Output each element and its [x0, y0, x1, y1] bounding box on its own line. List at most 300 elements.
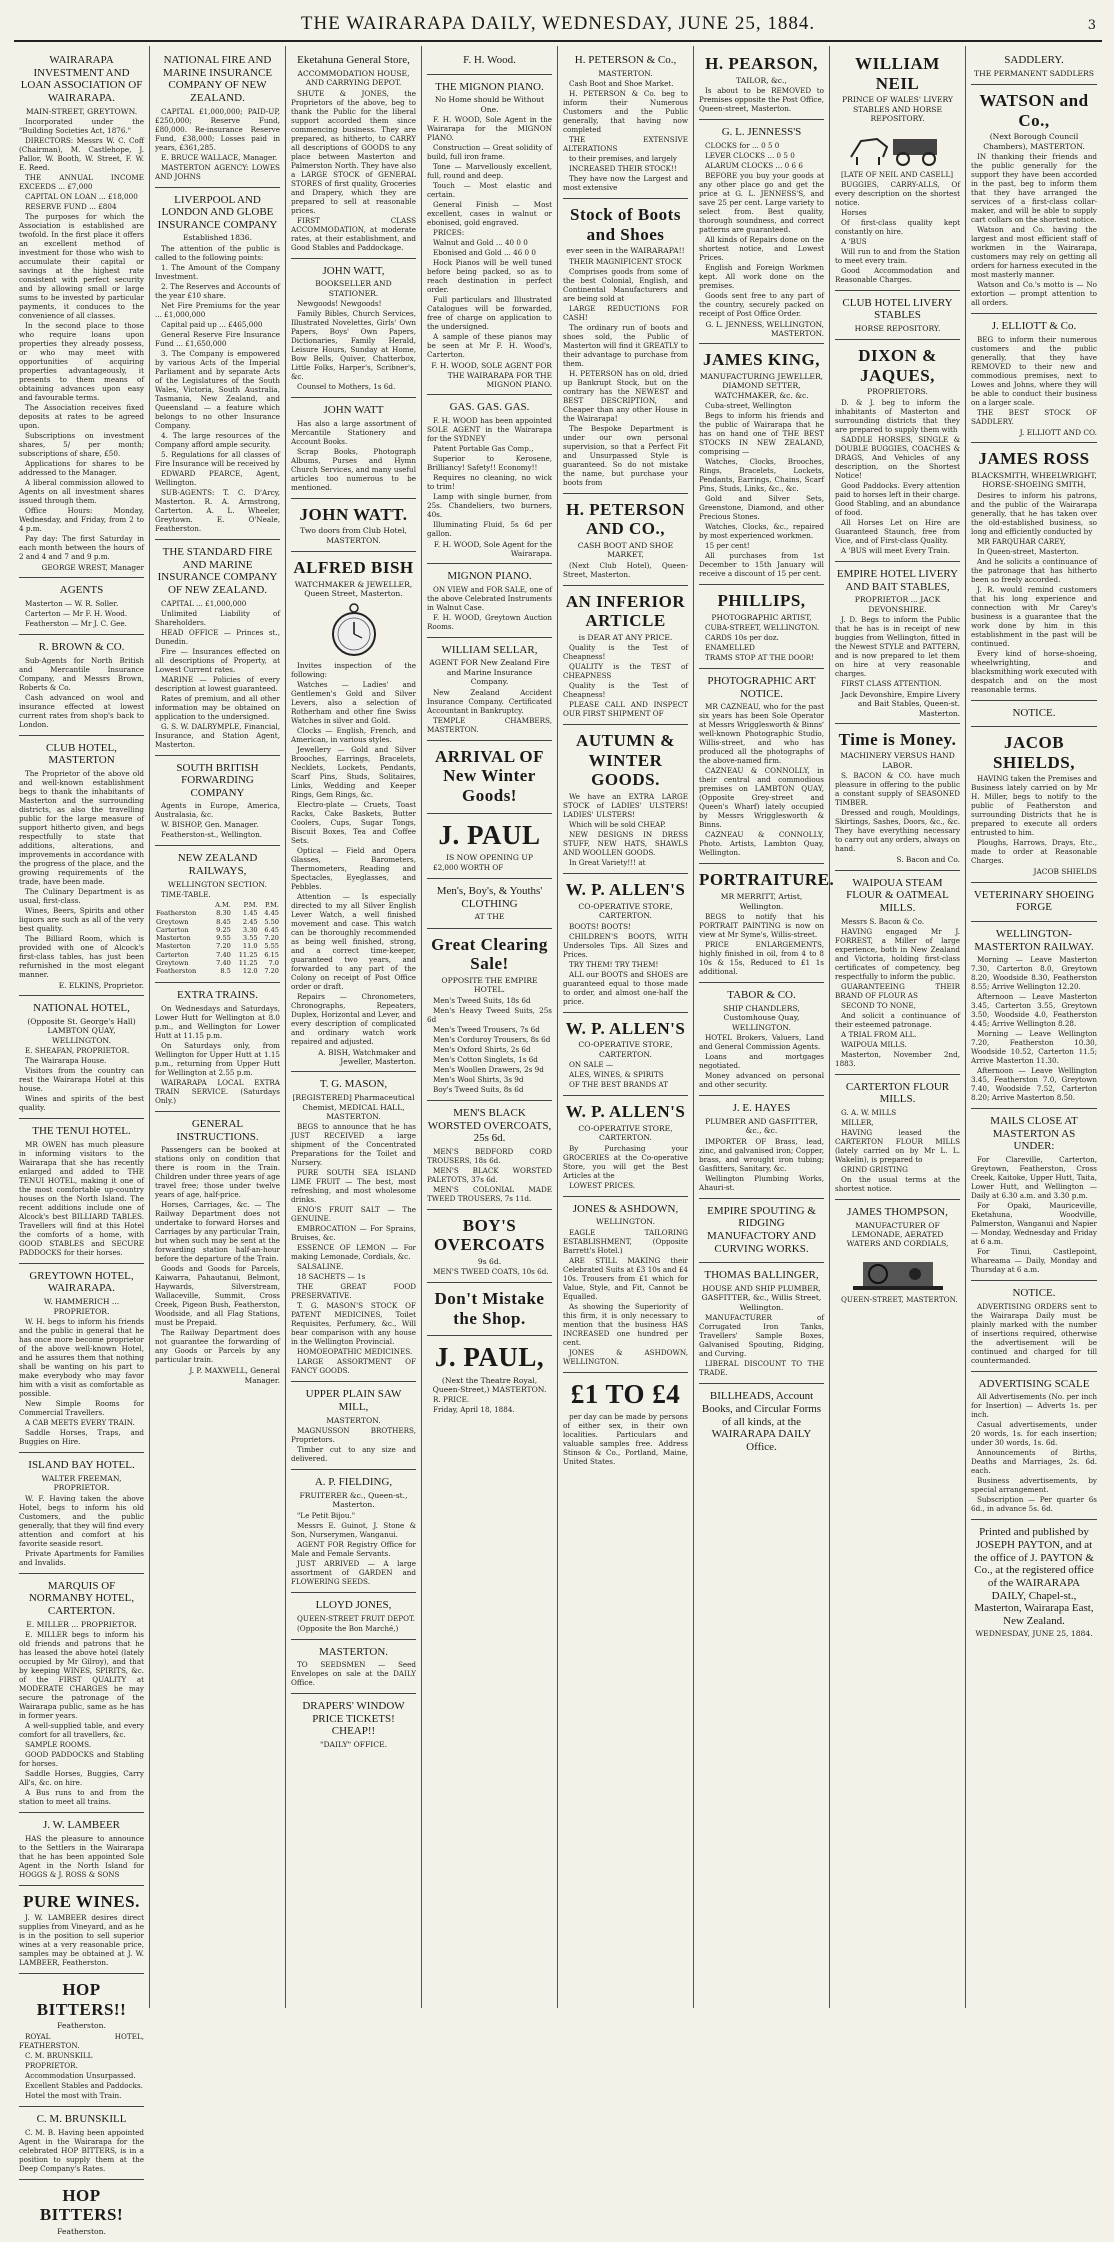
ad-paragraph: CARDS 10s per doz.: [705, 633, 779, 643]
ad-paragraph: SECOND TO NONE,: [841, 1000, 916, 1010]
newspaper-page: [14, 8, 1102, 2236]
ad-paragraph: Unlimited Liability of Shareholders.: [155, 608, 280, 627]
ad-paragraph: HAVING engaged Mr J. FORREST, a Miller of large experience, both in New Zealand and Victoria, holding first-class certificates of competency, beg respectfully to inform the public.: [835, 926, 960, 981]
ad-paragraph: CAPITAL ... £1,000,000: [161, 598, 247, 608]
ad-paragraph: A well-supplied table, and every comfort for all travellers, &c.: [19, 1721, 144, 1740]
advertisement-hop-bitters: [19, 2180, 144, 2242]
ad-heading: SADDLERY.: [1004, 54, 1064, 66]
ad-paragraph: Morning — Leave Wellington 7.20, Featherston 10.30, Woodside 10.52, Carterton 11.5; Arrive Masterton 11.30.: [971, 1029, 1097, 1066]
ad-paragraph: Men's Tweed Suits, 18s 6d: [433, 995, 531, 1005]
ad-paragraph: C. M. BRUNSKILL: [25, 2050, 93, 2060]
ad-paragraph: Wellington Plumbing Works, Ahauri-st.: [699, 1173, 824, 1192]
ad-body: [155, 599, 280, 749]
ad-paragraph: Subscription — Per quarter 6s 6d., in advance 5s. 6d.: [971, 1495, 1097, 1514]
ad-subheading: AT THE: [474, 912, 505, 922]
timetable-cell: 3.30: [242, 925, 258, 934]
ad-paragraph: SHUTE & JONES, the Proprietors of the above, beg to thank the Public for the liberal support accorded them since commencing business. They are prepared, as hitherto, to CARRY all descriptions of GOODS to any place between Masterton and Palmerston North. They have also a LARGE STOCK of GENERAL STORES of first quality, Groceries and Drapery, which they are prepared to sell at reasonable prices.: [291, 88, 416, 215]
advertisement-r-brown-co: [19, 635, 144, 736]
ad-paragraph: WAIPOUA MILLS.: [841, 1039, 907, 1049]
ad-paragraph: Friday, April 18, 1884.: [433, 1405, 515, 1415]
ad-paragraph: Saddle Horses, Buggies, Carry All's, &c. on hire.: [19, 1769, 144, 1788]
timetable-cell: 7.20: [264, 967, 279, 976]
ad-heading: Men's, Boy's, & Youths' CLOTHING: [436, 885, 543, 910]
ad-subheading: 9s 6d.: [477, 1256, 502, 1266]
ad-heading: MEN'S BLACK WORSTED OVERCOATS, 25s 6d.: [427, 1106, 552, 1145]
ad-heading: W. P. ALLEN'S: [565, 1018, 686, 1038]
ad-heading: NOTICE.: [1012, 706, 1056, 719]
ad-body: [835, 615, 960, 688]
ad-heading: GENERAL INSTRUCTIONS.: [176, 1117, 259, 1143]
ad-paragraph: SUB-AGENTS: T. C. D'Arcy, Masterton. R. A. Armstrong, Carterton. A. L. Wheeler, Greytown. E. O'Neale, Featherston.: [155, 487, 280, 533]
ad-paragraph: TRAMS STOP AT THE DOOR!: [705, 653, 815, 663]
ad-paragraph: Cash Boot and Shoe Market.: [569, 79, 674, 89]
ad-heading: JAMES THOMPSON,: [847, 1205, 948, 1218]
ad-body: [291, 1426, 416, 1463]
ad-paragraph: Net Fire Premiums for the year ... £1,000,000: [155, 300, 280, 319]
ad-subheading: PLUMBER AND GASFITTER, &c., &c.: [705, 1116, 818, 1136]
advertisement-jacob-shields: [971, 727, 1097, 882]
ad-body: [563, 1228, 688, 1366]
ad-paragraph: The Culinary Department is as usual, first-class.: [19, 886, 144, 905]
ad-body: [563, 561, 688, 579]
ad-heading: WAIRARAPA INVESTMENT AND LOAN ASSOCIATION OF WAIRARAPA.: [20, 54, 143, 104]
ad-subheading: Featherston.: [57, 2226, 106, 2236]
ad-subheading: PROPRIETORS.: [867, 387, 928, 397]
ad-paragraph: GRIND GRISTING: [841, 1164, 908, 1174]
ad-paragraph: TO SEEDSMEN — Seed Envelopes on sale at the DAILY Office.: [291, 1660, 416, 1688]
ad-heading: PURE WINES.: [23, 1891, 140, 1911]
ad-subheading: BOOKSELLER AND STATIONER.: [315, 279, 392, 298]
advertisement-j-elliott-co: [971, 314, 1097, 443]
ad-paragraph: Casual advertisements, under 20 words, 1s. for each insertion; under 30 words, 1s. 6d.: [971, 1420, 1097, 1448]
ad-body: [971, 335, 1097, 426]
ad-subheading: FRUITERER &c., Queen-st., Masterton.: [299, 1490, 408, 1510]
ad-heading: THE MIGNON PIANO.: [435, 80, 544, 93]
advertisement-dixon-jaques: [835, 340, 960, 562]
ad-paragraph: "Le Petit Bijou.": [297, 1510, 356, 1520]
ad-paragraph: Walnut and Gold ... 40 0 0: [433, 238, 528, 248]
ad-paragraph: TRY THEM! TRY THEM!: [569, 959, 659, 969]
ad-paragraph: Afternoon — Leave Masterton 3.45, Carterton 3.55, Greytown 3.50, Woodside 4.0, Featherston 4.45; Arrive Wellington 8.28.: [971, 992, 1097, 1029]
ad-paragraph: Goods sent free to any part of the country, securely packed on receipt of Post Office Order.: [699, 290, 824, 318]
ad-heading: EMPIRE HOTEL LIVERY AND BAIT STABLES,: [836, 567, 959, 593]
ad-paragraph: On Wednesdays and Saturdays, Lower Hutt for Wellington at 8.0 p.m., and Wellington for Lower Hutt at 11.15 p.m.: [155, 1003, 280, 1040]
ad-heading: THOMAS BALLINGER,: [704, 1269, 819, 1282]
ad-heading: W. P. ALLEN'S: [565, 879, 686, 899]
ad-paragraph: Watson and Co.'s motto is — No extortion — prompt attention to all orders.: [971, 280, 1097, 308]
ad-body: [19, 1834, 144, 1879]
ad-heading: ADVERTISING SCALE: [978, 1377, 1090, 1390]
ad-paragraph: QUEEN-STREET, MASTERTON.: [841, 1294, 958, 1304]
ad-paragraph: MR FARQUHAR CAREY,: [977, 536, 1066, 546]
advertisement-w-p-allen-s: [563, 874, 688, 1013]
ad-paragraph: Featherston-st., Wellington.: [161, 830, 263, 840]
ad-paragraph: Dressed and rough, Mouldings, Skirtings, Sashes, Doors, &c., &c. They have everything necessary to carry out any orders, always on hand.: [835, 808, 960, 854]
ad-body: [835, 917, 960, 1068]
ad-heading: MAILS CLOSE AT MASTERTON AS UNDER:: [990, 1115, 1078, 1153]
ad-paragraph: ON SALE —: [569, 1060, 614, 1070]
ad-body: [19, 2032, 144, 2100]
advertisement-boy-s-overcoats: [427, 1210, 552, 1284]
ad-body: [971, 774, 1097, 865]
ad-subheading: MASTERTON.: [326, 1415, 381, 1425]
columns: [14, 46, 1102, 2236]
ad-body: [291, 419, 416, 492]
ad-paragraph: Gold and Silver Sets, Greenstone, Diamond, and other Precious Stones.: [699, 494, 824, 522]
ad-paragraph: CAPITAL £1,000,000; PAID-UP, £250,000; Reserve Fund, £80,000. Re-insurance Reserve Fund, £38,000; Losses paid in years, £361,285.: [155, 106, 280, 152]
ad-paragraph: AGENT FOR Registry Office for Male and Female Servants.: [291, 1539, 416, 1558]
advertisement-time-is-money: [835, 724, 960, 871]
advertisement-autumn-winter-goods: [563, 725, 688, 874]
ad-body: [291, 661, 416, 1046]
advertisement-mails-close-at-masterton-as-under: [971, 1109, 1097, 1281]
ad-body: [835, 398, 960, 555]
ad-heading: NATIONAL HOTEL,: [33, 1002, 130, 1015]
ad-paragraph: Masterton — W. R. Soller.: [25, 598, 119, 608]
ad-body: [19, 1630, 144, 1806]
timetable-cell: 1.45: [242, 909, 258, 918]
ad-heading: BOY'S OVERCOATS: [434, 1215, 545, 1255]
ad-paragraph: Touch — Most elastic and certain.: [427, 181, 552, 200]
advertisement-stock-of-boots-and-shoes: [563, 199, 688, 494]
ad-subheading: "DAILY" OFFICE.: [319, 1740, 388, 1750]
ad-signature: GEORGE WREST, Manager: [41, 563, 144, 573]
advertisement-masterton: [291, 1640, 416, 1695]
ad-paragraph: BEFORE you buy your goods at any other place go and get the price at G. L. JENNESS'S, and save 25 per cent. Large variety to select from. Best quality, thorough soundness, and correct patterns are guaranteed.: [699, 170, 824, 234]
advertisement-carterton-flour-mills: [835, 1075, 960, 1200]
ad-paragraph: The Railway Department does not guarantee the forwarding of any Goods or Parcels by any particular train.: [155, 1328, 280, 1365]
ad-subheading: Two doors from Club Hotel, MASTERTON.: [300, 526, 407, 545]
ad-paragraph: Visitors from the country can rest the Wairarapa Hotel at this house.: [19, 1066, 144, 1094]
ad-paragraph: PLEASE CALL AND INSPECT OUR FIRST SHIPMENT OF: [563, 700, 688, 719]
advertisement-watson-and-co: [971, 85, 1097, 314]
ad-paragraph: ALL our BOOTS and SHOES are guaranteed equal to those made to order, and almost one-half the price.: [563, 969, 688, 1006]
ad-paragraph: Private Apartments for Families and Invalids.: [19, 1548, 144, 1567]
ad-paragraph: W. BISHOP, Gen. Manager.: [161, 820, 259, 830]
ad-paragraph: T. G. MASON'S STOCK OF PATENT MEDICINES, Toilet Requisites, Perfumery, &c., Will bear comparison with any house in the Wellington Provincial.: [291, 1301, 416, 1347]
ad-heading: J. W. LAMBEER: [42, 1819, 120, 1832]
ad-paragraph: For Opaki, Mauriceville, Eketahuna, Woodville, Palmerston, Wanganui and Napier — Monday, Wednesday and Friday at 6 a.m.: [971, 1201, 1097, 1247]
advertisement-an-inferior-article: [563, 586, 688, 726]
advertisement-gas-gas-gas: [427, 395, 552, 564]
ad-paragraph: PURE SOUTH SEA ISLAND LIME FRUIT — The best, most refreshing, and most wholesome drinks.: [291, 1168, 416, 1205]
column-8: [966, 46, 1102, 2008]
ad-paragraph: Wines, Beers, Spirits and other liquors are such as all of the very best quality.: [19, 905, 144, 933]
ad-paragraph: For Clareville, Carterton, Greytown, Featherston, Cross Creek, Kaitoke, Upper Hutt, Taita, Lower Hutt, and Wellington — Daily at 6.30 a.m. and 3.30 p.m.: [971, 1155, 1097, 1201]
timetable-cell: 7.0: [268, 958, 279, 967]
ad-paragraph: Lamp with single burner, from 25s. Chandeliers, two burners, 40s.: [427, 491, 552, 519]
ad-paragraph: Incorporated under the "Building Societies Act, 1876.": [19, 117, 144, 136]
ad-heading: CLUB HOTEL, MASTERTON: [46, 741, 117, 767]
ad-paragraph: HAS the pleasure to announce to the Settlers in the Wairarapa that he has been appointed Sole Agent in the North Island for HOGGS & J. ROSS & SONS: [19, 1833, 144, 1879]
ad-paragraph: HOMOEOPATHIC MEDICINES.: [297, 1347, 413, 1357]
ad-paragraph: SADDLE HORSES, SINGLE & DOUBLE BUGGIES, COACHES & DRAGS, And Vehicles of any description, on the Shortest Notice!: [835, 434, 960, 480]
ad-heading: UPPER PLAIN SAW MILL,: [305, 1388, 402, 1414]
ad-paragraph: Will run to and from the Station to meet every train.: [835, 246, 960, 265]
ad-paragraph: BEG to inform their numerous customers and the public generally, that they have REMOVED to their new and commodious premises, next to Lowes and Johns, where they will be able to conduct their business on a larger scale.: [971, 334, 1097, 407]
advertisement-empire-spouting-ridging-manufactory-and-: [699, 1199, 824, 1264]
ad-heading: Great Clearing Sale!: [431, 934, 548, 974]
page-number: 3: [1087, 18, 1096, 33]
ad-heading: LIVERPOOL AND LONDON AND GLOBE INSURANCE COMPANY: [157, 193, 278, 231]
ad-body: [563, 1060, 688, 1089]
ad-paragraph: A liberal commission allowed to Agents on all investment shares issued through them.: [19, 478, 144, 506]
ad-paragraph: ROYAL HOTEL, FEATHERSTON.: [19, 2031, 144, 2050]
ad-body: [699, 86, 824, 113]
ad-body: [699, 623, 824, 662]
advertisement-a-p-fielding: [291, 1470, 416, 1593]
ad-paragraph: Money advanced on personal and other security.: [699, 1071, 824, 1090]
advertisement-new-zealand-railways: [155, 846, 280, 983]
ad-paragraph: QUALITY is the TEST of CHEAPNESS: [563, 662, 688, 681]
ad-paragraph: Ploughs, Harrows, Drays, Etc., made to order at Reasonable Charges.: [971, 838, 1097, 866]
timetable-cell: 7.40: [216, 958, 231, 967]
column-6: [694, 46, 835, 2008]
ad-heading: WELLINGTON-MASTERTON RAILWAY.: [974, 927, 1094, 953]
ad-paragraph: All purchases from 1st December to 15th January will receive a discount of 15 per cent.: [699, 551, 824, 579]
timetable-row: [155, 967, 280, 975]
ad-signature: J. P. MAXWELL, General Manager.: [189, 1366, 280, 1385]
ad-paragraph: Men's Woollen Drawers, 2s 9d: [433, 1064, 544, 1074]
column-5: [558, 46, 694, 2008]
ad-paragraph: Begs to inform his friends and the public of Wairarapa that he has on hand one of THE BEST STOCKS IN NEW ZEALAND, comprising —: [699, 411, 824, 457]
ad-body: [971, 1392, 1097, 1513]
ad-subheading: WATCHMAKER & JEWELLER, Queen Street, Masterton.: [294, 579, 413, 599]
ad-paragraph: THE BEST STOCK OF SADDLERY.: [971, 407, 1097, 426]
advertisement-extra-trains: [155, 983, 280, 1112]
ad-paragraph: TEMPLE CHAMBERS, MASTERTON.: [427, 715, 552, 734]
ad-paragraph: ARE STILL MAKING their Celebrated Suits at £3 10s and £4 10s. Trousers from £1 which for Value, Style, and Fit, Cannot be Equalled.: [563, 1255, 688, 1301]
ad-heading: GREYTOWN HOTEL, WAIRARAPA.: [29, 1269, 134, 1295]
ad-body: [19, 769, 144, 979]
ad-body: [291, 1122, 416, 1375]
ad-paragraph: All Advertisements (No. per inch for Insertion) — Adverts 1s. per inch.: [971, 1392, 1097, 1420]
ad-paragraph: Is about to be REMOVED to Premises opposite the Post Office, Queen-street, Masterton.: [699, 86, 824, 114]
ad-paragraph: We have an EXTRA LARGE STOCK of LADIES' ULSTERS! LADIES' ULSTERS!: [563, 791, 688, 819]
ad-paragraph: R. PRICE.: [433, 1395, 470, 1405]
timetable-cell: 9.25: [216, 925, 231, 934]
ad-paragraph: The Bespoke Department is under our own personal supervision, so that a Perfect Fit and Unsurpassed Style is guaranteed. So do not mistake the name, but purchase your boots from: [563, 423, 688, 487]
ad-paragraph: INCREASED THEIR STOCK!!: [569, 164, 677, 174]
ad-heading: GAS. GAS. GAS.: [449, 401, 530, 413]
ad-heading: PHOTOGRAPHIC ART NOTICE.: [707, 675, 816, 700]
ad-paragraph: Watches — Ladies' and Gentlemen's Gold and Silver Levers, also a selection of Rotherham and other fine Swiss Watches in silver and Gold.: [291, 679, 416, 725]
ad-subheading: CO-OPERATIVE STORE, CARTERTON.: [578, 901, 673, 921]
ad-subheading: MASTERTON.: [598, 68, 653, 78]
ad-paragraph: Saddle Horses, Traps, and Buggies on Hire.: [19, 1428, 144, 1447]
ad-heading: J. PAUL: [438, 819, 541, 850]
advertisement-hop-bitters: [19, 1974, 144, 2107]
ad-body: [19, 1140, 144, 1257]
ad-paragraph: Carterton — Mr F. H. Wood.: [25, 608, 128, 618]
advertisement-liverpool-and-london-and-globe-insurance: [155, 188, 280, 540]
ad-body: [291, 299, 416, 391]
ad-paragraph: Men's Corduroy Trousers, 8s 6d: [433, 1034, 551, 1044]
ad-paragraph: OF THE BEST BRANDS AT: [569, 1080, 669, 1090]
ad-heading: Eketahuna General Store,: [297, 54, 410, 66]
ad-subheading: BLACKSMITH, WHEELWRIGHT, HORSE-SHOEING SMITH,: [971, 470, 1097, 490]
advertisement-john-watt: [291, 499, 416, 553]
ad-body: [291, 1614, 416, 1633]
ad-heading: DIXON & JAQUES,: [858, 346, 937, 385]
ad-heading: PORTRAITURE.: [699, 870, 835, 890]
ad-paragraph: W. F. Having taken the above Hotel, begs to inform his old Customers, and the public generally, that they will find every attention and comfort at his favorite seaside resort.: [19, 1493, 144, 1548]
ad-paragraph: LOWEST PRICES.: [569, 1180, 636, 1190]
advertisement-tabor-co: [699, 983, 824, 1096]
advertisement-j-paul: [427, 1336, 552, 1420]
advertisement-advertising-scale: [971, 1372, 1097, 1521]
ad-paragraph: MEN'S COLONIAL MADE TWEED TROUSERS, 7s 11d.: [427, 1184, 552, 1203]
ad-paragraph: Masterton, November 2nd, 1883.: [835, 1049, 960, 1068]
ad-body: [19, 1494, 144, 1567]
ad-paragraph: Cuba-street, Wellington: [705, 401, 792, 411]
ad-subheading: CO-OPERATIVE STORE, CARTERTON.: [578, 1040, 673, 1059]
advertisement-notice: [971, 701, 1097, 728]
ad-paragraph: CLOCKS for ... 0 5 0: [705, 140, 780, 150]
ad-paragraph: ON VIEW and FOR SALE, one of the above Celebrated Instruments in Walnut Case.: [427, 584, 552, 612]
ad-paragraph: PRICE ENLARGEMENTS, highly finished in oil, from 4 to 8 10s & 15s, Reduced to £1 1s additional.: [699, 940, 824, 976]
timetable-cell: Masterton: [156, 942, 191, 951]
ad-paragraph: Superior to Kerosene, Brilliancy! Safety!! Economy!!: [427, 453, 552, 472]
ad-heading: JOHN WATT: [323, 404, 384, 417]
timetable-cell: 4.45: [264, 909, 279, 918]
masthead: [14, 8, 1102, 42]
ad-paragraph: IN thanking their friends and the public generally for the support they have been accorded in the past, beg to inform them that they have arranged the services of a first-class collar-maker, and will be able to supply cart collars on the shortest notice.: [971, 152, 1097, 225]
advertisement-club-hotel-livery-stables: [835, 291, 960, 341]
ad-subheading: IS NOW OPENING UP: [446, 852, 533, 862]
ad-heading: PHILLIPS,: [717, 591, 806, 611]
ad-paragraph: Attention — Is especially directed to my all Silver English Lever Watch, a well finished movement and case. This watch can be thoroughly recommended as being well finished, strong, and a correct time-keeper, guaranteed two years, and forwarded to any part of the Colony on receipt of Post Office order or draft.: [291, 891, 416, 991]
ad-paragraph: 15 per cent!: [705, 541, 750, 551]
ad-paragraph: HAVING taken the Premises and Business lately carried on by Mr H. Miller, begs to notify to the public of Featherston and surrounding Districts that he is prepared to execute all orders entrusted to him.: [971, 774, 1097, 838]
advertisement-marquis-of-normanby-hotel-carterton: [19, 1574, 144, 1813]
ad-paragraph: SALSALINE.: [297, 1262, 344, 1272]
ad-subheading: (Next Borough Council Chambers), MASTERTON.: [983, 132, 1085, 151]
ad-paragraph: MEN'S BEDFORD CORD TROUSERS, 18s 6d.: [427, 1146, 552, 1165]
timetable-cell: 11.0: [242, 942, 258, 951]
ad-body: [427, 996, 552, 1094]
ad-paragraph: MARINE — Policies of every description at lowest guaranteed.: [155, 674, 280, 693]
timetable-cell: 11.25: [238, 950, 258, 959]
ad-paragraph: Messrs S. Bacon & Co.: [841, 916, 925, 926]
ad-subheading: MANUFACTURER OF LEMONADE, AERATED WATERS AND CORDIALS,: [846, 1220, 949, 1249]
ad-paragraph: Clocks — English, French, and American, in various styles.: [291, 725, 416, 744]
ad-heading: SOUTH BRITISH FORWARDING COMPANY: [176, 761, 259, 799]
ad-subheading: HOUSE AND SHIP PLUMBER, GASFITTER, &c., Willis Street, Wellington.: [701, 1283, 822, 1312]
ad-body: [563, 79, 688, 192]
ad-paragraph: The ordinary run of boots and shoes sold, the Public of Masterton will find it GREATLY to their advantage to purchase from them.: [563, 322, 688, 368]
ad-heading: Stock of Boots and Shoes: [570, 205, 681, 244]
ad-heading: VETERINARY SHOEING FORGE: [973, 888, 1095, 914]
ad-heading: JOHN WATT,: [322, 264, 385, 277]
ad-paragraph: EMBROCATION — For Sprains, Bruises, &c.: [291, 1224, 416, 1243]
ad-paragraph: Ebonised and Gold ... 46 0 0: [433, 248, 536, 258]
ad-subheading: WALTER FREEMAN, PROPRIETOR.: [41, 1473, 122, 1493]
timetable-cell: 2.45: [242, 917, 258, 926]
ad-body: [155, 801, 280, 839]
ad-body: [971, 955, 1097, 1102]
ad-heading: TABOR & CO.: [727, 989, 796, 1001]
ad-paragraph: to their premises, and largely: [569, 154, 677, 164]
ad-paragraph: Repairs — Chronometers, Chronographs, Repeaters, Duplex, Horizontal and Lever, and every description of complicated and ordinary watch work repaired and adjusted.: [291, 991, 416, 1046]
ad-paragraph: H. PETERSON & Co. beg to inform their Numerous Customers and the Public generally, that having now completed: [563, 89, 688, 135]
ad-body: [835, 1108, 960, 1193]
ad-body: [19, 2128, 144, 2173]
ad-signature: F. H. WOOD, SOLE AGENT FOR THE WAIRARAPA FOR THE MIGNON PIANO.: [431, 361, 552, 389]
ad-paragraph: F. H. WOOD has been appointed SOLE AGENT in the Wairarapa for the SYDNEY: [427, 415, 552, 443]
ad-subheading: AGENT FOR New Zealand Fire and Marine Insurance Company.: [429, 658, 550, 687]
ad-paragraph: General Finish — Most excellent, cases in walnut or ebonised, gold engraved.: [427, 200, 552, 228]
ad-heading: NOTICE.: [1012, 1287, 1056, 1300]
ad-paragraph: THEIR MAGNIFICENT STOCK: [569, 256, 682, 266]
ad-paragraph: Afternoon — Leave Wellington 3.45, Featherston 7.0, Greytown 7.40, Woodside 7.52, Carterton 8.20; Arrive Masterton 8.50.: [971, 1066, 1097, 1103]
advertisement-men-s-black-worsted-overcoats-25s-6d: [427, 1101, 552, 1210]
advertisement-john-watt: [291, 259, 416, 399]
ad-paragraph: FIRST CLASS ATTENTION.: [841, 679, 942, 689]
pocket-watch-illustration: [329, 602, 379, 658]
ad-signature: E. ELKINS, Proprietor.: [58, 980, 144, 990]
timetable-cell: Greytown: [156, 917, 189, 926]
advertisement-drapers-window-price-tickets-cheap: [291, 1694, 416, 1755]
ad-paragraph: A 'BUS will meet Every Train.: [841, 545, 950, 555]
advertisement-t-g-mason: [291, 1072, 416, 1382]
ad-paragraph: Pay day: The first Saturday in each month between the hours of 2 and 4 and 7 and 9 p.m.: [19, 534, 144, 562]
ad-paragraph: Agents in Europe, America, Australasia, &c.: [155, 801, 280, 820]
ad-subheading: MACHINERY VERSUS HAND LABOR.: [840, 751, 955, 770]
ad-heading: NEW ZEALAND RAILWAYS,: [177, 852, 258, 878]
ad-paragraph: ALES, WINES, & SPIRITS: [569, 1070, 664, 1080]
ad-body: [699, 1313, 824, 1377]
ad-paragraph: Scrap Books, Photograph Albums, Purses and Hymn Church Services, and many useful articles too numerous to be mentioned.: [291, 446, 416, 492]
ad-body: [699, 141, 824, 318]
ad-subheading: MR MERRITT, Artist, Wellington.: [720, 892, 803, 911]
ad-body: [427, 115, 552, 359]
ad-paragraph: E. SHEAFAN, PROPRIETOR.: [25, 1046, 130, 1056]
ad-paragraph: In Great Variety!!! at: [569, 857, 646, 867]
ad-paragraph: By Purchasing your GROCERIES at the Co-operative Store, you will get the Best Articles at the: [563, 1143, 688, 1180]
ad-paragraph: Hock Pianos will be well tuned before being packed, so as to reach destination in perfect order.: [427, 258, 552, 295]
ad-paragraph: GUARANTEEING THEIR BRAND OF FLOUR AS: [835, 981, 960, 1000]
ad-body: [563, 257, 688, 487]
ad-body: [699, 1137, 824, 1192]
ad-paragraph: MAGNUSSON BROTHERS, Proprietors.: [291, 1426, 416, 1445]
ad-paragraph: Men's Heavy Tweed Suits, 25s 6d: [427, 1005, 552, 1024]
column-3: [286, 46, 422, 2008]
ad-paragraph: EDWARD PEARCE, Agent, Wellington.: [155, 468, 280, 487]
advertisement-billheads-account-books-and-circular-for: [699, 1384, 824, 1460]
ad-heading: BILLHEADS, Account Books, and Circular Forms of all kinds, at the WAIRARAPA DAILY Office.: [701, 1390, 822, 1453]
ad-subheading: PROPRIETOR ... JACK DEVONSHIRE.: [854, 595, 941, 614]
advertisement-great-clearing-sale: [427, 929, 552, 1101]
ad-signature: G. L. JENNESS, WELLINGTON, MASTERTON.: [705, 319, 824, 338]
ad-paragraph: Electro-plate — Cruets, Toast Racks, Cake Baskets, Butter Coolers, Cups, Sugar Tongs, Biscuit Boxes, Tea and Coffee Sets.: [291, 799, 416, 845]
ad-paragraph: Full particulars and Illustrated Catalogues will be forwarded, free of charge on application to the undersigned.: [427, 295, 552, 332]
ad-paragraph: They have now the Largest and most extensive: [563, 174, 688, 193]
ad-body: [971, 152, 1097, 307]
ad-paragraph: Family Bibles, Church Services, Illustrated Novelettes, Girls' Own Papers, Boys' Own Papers, Dictionaries, Family Herald, Leisure Hours, Sunday at Home, Bow Bells, Quiver, Chatterbox, Little Folks, Harper's, Scribner's, &c.: [291, 309, 416, 382]
ad-paragraph: A 'BUS: [841, 236, 867, 246]
timetable-row: [155, 951, 280, 959]
ad-paragraph: JUST ARRIVED — A large assortment of GARDEN and FLOWERING SEEDS.: [291, 1558, 416, 1586]
advertisement-the-standard-fire-and-marine-insurance-c: [155, 540, 280, 756]
ad-body: [19, 1913, 144, 1967]
ad-paragraph: 5. Regulations for all classes of Fire Insurance will be received by: [155, 449, 280, 468]
ad-heading: H. PEARSON,: [705, 54, 818, 73]
ad-paragraph: MANUFACTURER of Corrugated Iron Tanks, Travellers' Sample Boxes, Galvanised Spouting, Ridging, and Curving.: [699, 1313, 824, 1359]
ad-heading: J. E. HAYES: [732, 1102, 791, 1115]
ad-heading: JOHN WATT.: [299, 504, 408, 524]
ad-paragraph: 2. The Reserves and Accounts of the year £10 share.: [155, 281, 280, 300]
